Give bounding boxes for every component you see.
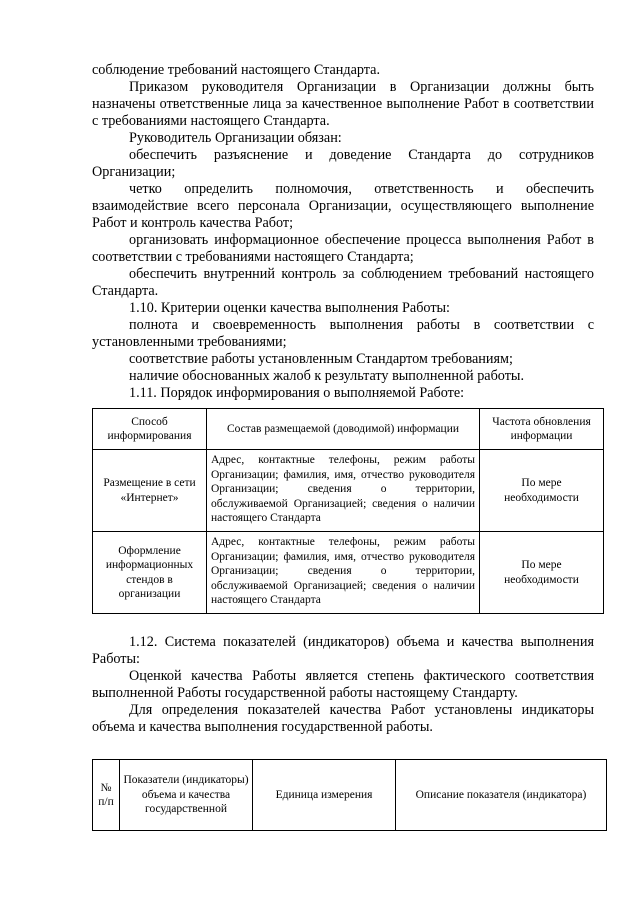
table-cell-method: Оформление информационных стендов в организации	[93, 532, 207, 614]
table-row	[93, 450, 604, 532]
paragraph-duty-3: организовать информационное обеспечение процесса выполнения Работ в соответствии с требованиями настоящего Стандарта;	[92, 232, 594, 265]
criterion-3: наличие обоснованных жалоб к результату выполненной работы.	[129, 368, 524, 384]
criterion-1: полнота и своевременность выполнения работы в соответствии с установленными требованиями;	[92, 317, 594, 350]
paragraph-quality-evaluation: Оценкой качества Работы является степень фактического соответствия выполненной Работы государственной работы настоящему Стандарту.	[92, 668, 594, 701]
table-cell-frequency: По мере необходимости	[480, 450, 604, 532]
paragraph-duty-2: четко определить полномочия, ответственность и обеспечить взаимодействие всего персонала Организации, осуществляющего выполнение Работ и контроль качества Работ;	[92, 181, 594, 231]
section-1-10-heading: 1.10. Критерии оценки качества выполнения Работы:	[129, 300, 450, 316]
section-1-11-heading: 1.11. Порядок информирования о выполняемой Работе:	[129, 385, 465, 401]
table-cell-frequency: По мере необходимости	[480, 532, 604, 614]
header-number: № п/п	[93, 760, 120, 831]
table-cell-content: Адрес, контактные телефоны, режим работы Организации; фамилия, имя, отчество руководителя Организации; сведения о территории, обслуживаемой Организацией; сведения о наличии настоящего Стандарта	[207, 450, 480, 532]
information-table	[92, 408, 604, 614]
header-indicators: Показатели (индикаторы) объема и качества государственной	[120, 760, 253, 831]
paragraph-order: Приказом руководителя Организации в Организации должны быть назначены ответственные лица за качественное выполнение Работ в соответствии с требованиями настоящего Стандарта.	[92, 79, 594, 129]
paragraph-indicators: Для определения показателей качества Работ установлены индикаторы объема и качества выполнения государственной работы.	[92, 702, 594, 735]
information-table-header-row	[93, 409, 604, 450]
table-cell-content: Адрес, контактные телефоны, режим работы Организации; фамилия, имя, отчество руководителя Организации; сведения о территории, обслуживаемой Организацией; сведения о наличии настоящего Стандарта	[207, 532, 480, 614]
indicators-table-header-row	[93, 760, 607, 831]
header-description: Описание показателя (индикатора)	[396, 760, 607, 831]
section-1-12-heading: 1.12. Система показателей (индикаторов) объема и качества выполнения Работы:	[92, 634, 594, 667]
criterion-2: соответствие работы установленным Стандартом требованиям;	[129, 351, 513, 367]
table-row	[93, 532, 604, 614]
paragraph-duty-4: обеспечить внутренний контроль за соблюдением требований настоящего Стандарта.	[92, 266, 594, 299]
paragraph-duty-1: обеспечить разъяснение и доведение Стандарта до сотрудников Организации;	[92, 147, 594, 180]
header-content: Состав размещаемой (доводимой) информации	[207, 409, 480, 450]
paragraph-head-obliged: Руководитель Организации обязан:	[129, 130, 342, 146]
paragraph-continuation: соблюдение требований настоящего Стандарта.	[92, 62, 381, 78]
header-unit: Единица измерения	[253, 760, 396, 831]
table-cell-method: Размещение в сети «Интернет»	[93, 450, 207, 532]
header-frequency: Частота обновления информации	[480, 409, 604, 450]
header-method: Способ информирования	[93, 409, 207, 450]
indicators-table	[92, 759, 607, 831]
